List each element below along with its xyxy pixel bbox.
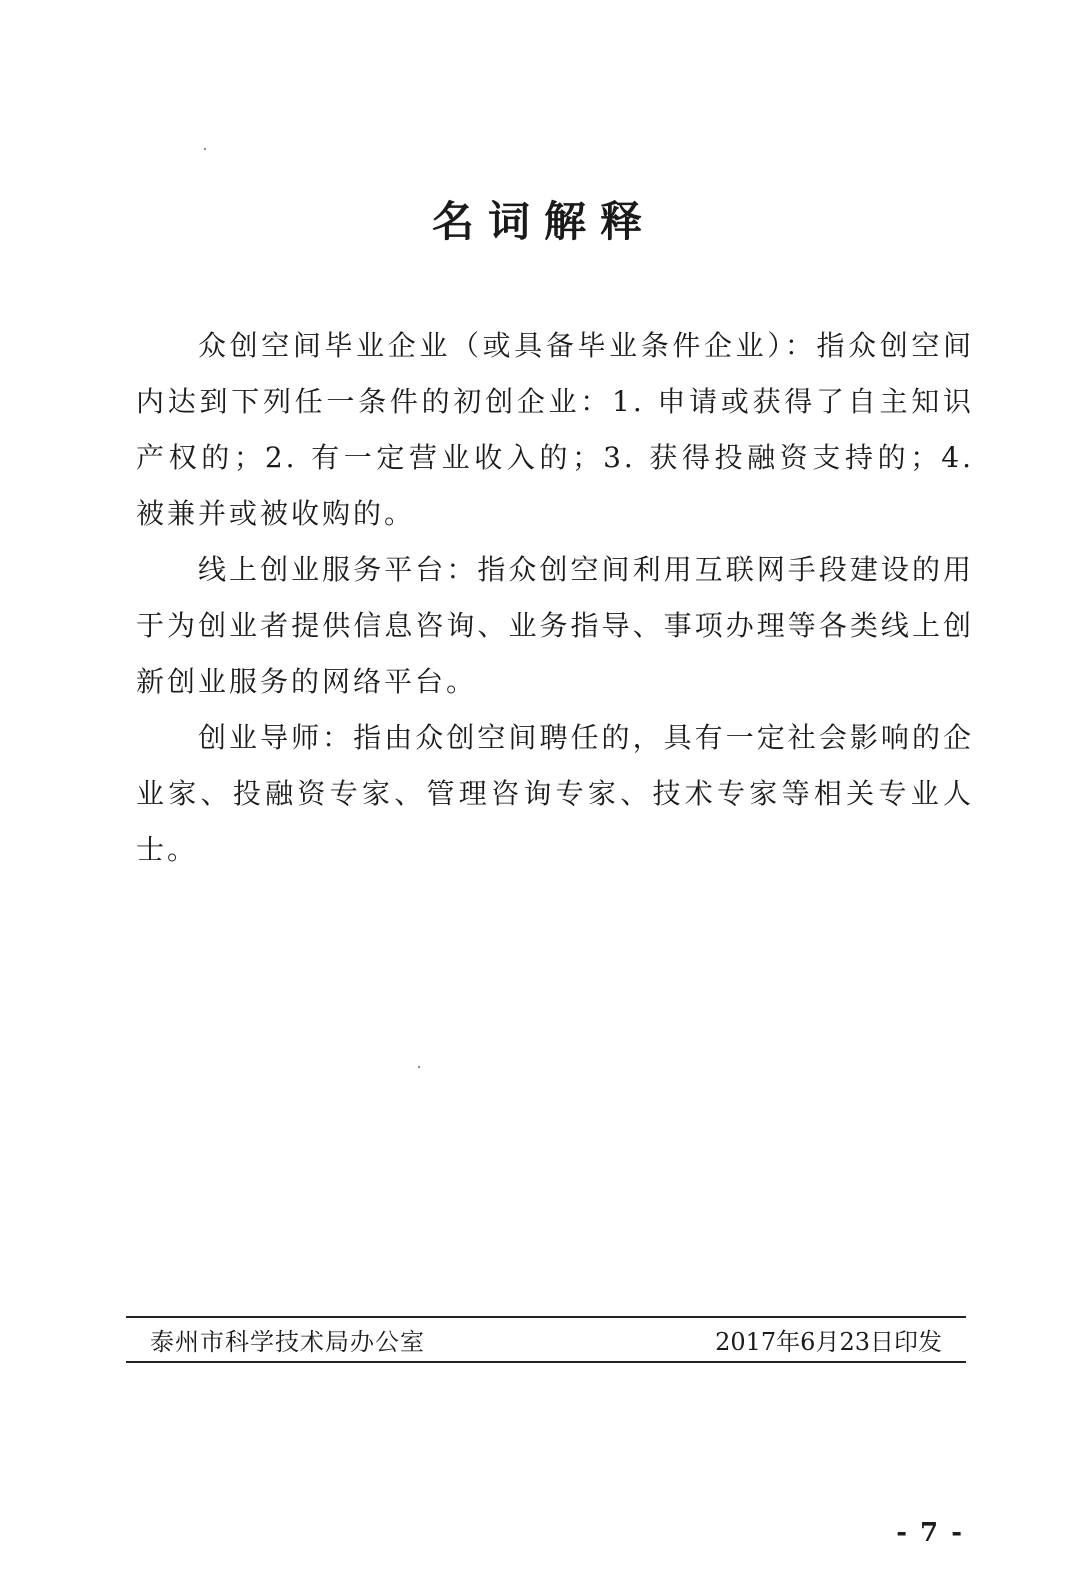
footer-row	[150, 1319, 942, 1359]
document-body	[136, 318, 974, 878]
page-title: 名词解释	[431, 197, 656, 246]
paragraph-online-platform: 线上创业服务平台：指众创空间利用互联网手段建设的用于为创业者提供信息咨询、业务指导、事项办理等各类线上创新创业服务的网络平台。	[136, 553, 974, 698]
footer-issue-date: 2017年6月23日印发	[715, 1327, 942, 1356]
paragraph-graduate-enterprise: 众创空间毕业企业（或具备毕业条件企业）：指众创空间内达到下列任一条件的初创企业：1. 申请或获得了自主知识产权的；2. 有一定营业收入的；3. 获得投融资支持的；4. 被兼并或被收购的。	[136, 329, 974, 530]
footer-issuer: 泰州市科学技术局办公室	[150, 1327, 425, 1356]
footer-top-rule	[126, 1316, 966, 1318]
page-number: - 7 -	[896, 1518, 964, 1548]
scan-speck	[204, 148, 206, 150]
scan-speck	[418, 1066, 420, 1068]
footer-bottom-rule	[126, 1361, 966, 1363]
paragraph-startup-mentor: 创业导师：指由众创空间聘任的，具有一定社会影响的企业家、投融资专家、管理咨询专家、技术专家等相关专业人士。	[136, 721, 974, 866]
